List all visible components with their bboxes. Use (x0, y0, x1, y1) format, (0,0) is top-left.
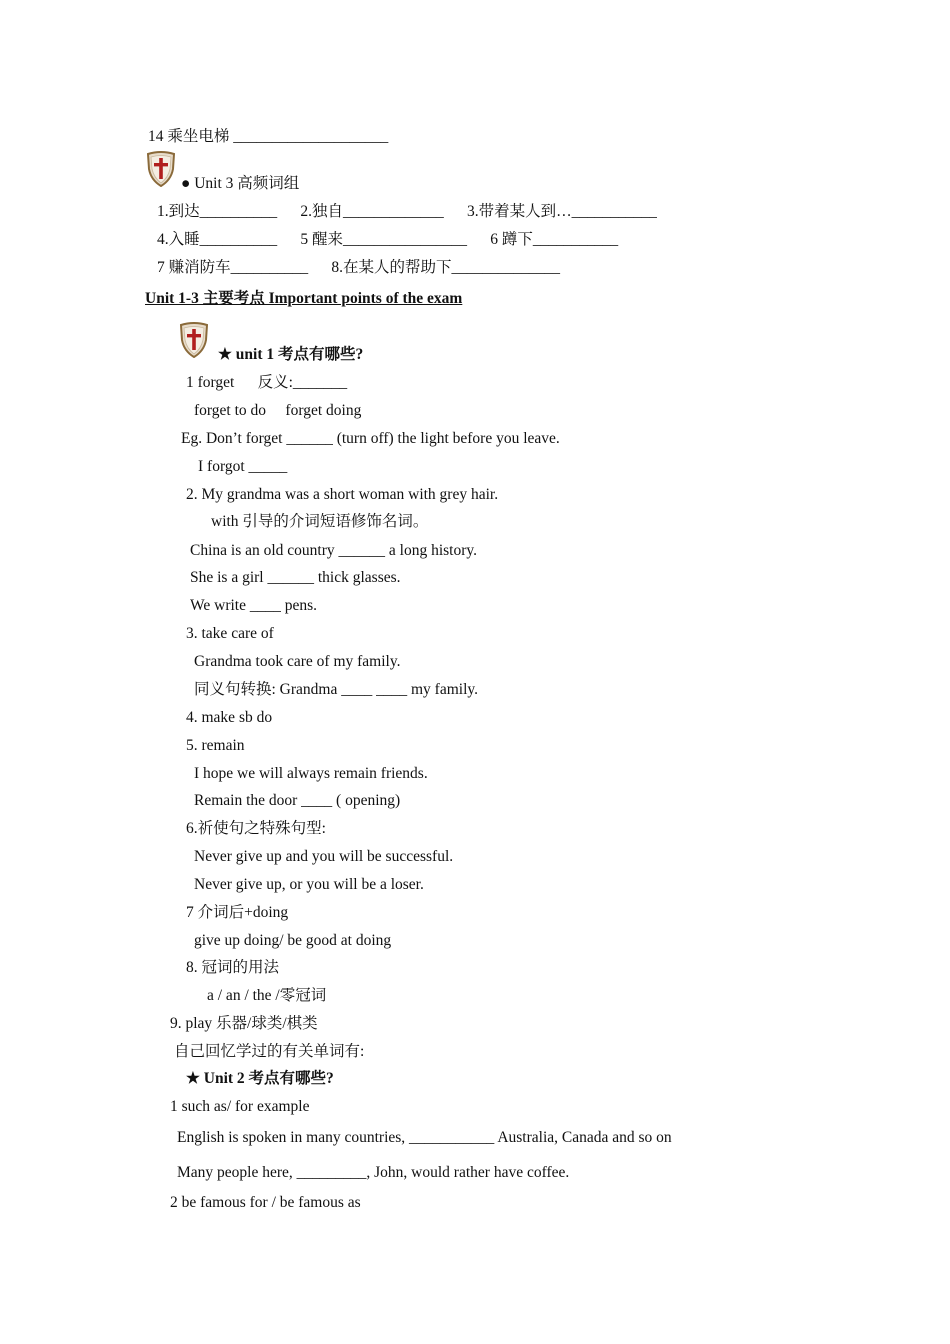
unit1-line: We write ____ pens. (190, 597, 318, 614)
unit1-line: Remain the door ____ ( opening) (194, 792, 401, 809)
unit1-line: 3. take care of (186, 625, 274, 642)
unit2-line: 2 be famous for / be famous as (170, 1194, 361, 1211)
unit1-line: Grandma took care of my family. (194, 653, 401, 670)
unit1-line: with 引导的介词短语修饰名词。 (211, 513, 429, 530)
unit1-line: 自己回忆学过的有关单词有: (174, 1043, 365, 1060)
unit2-heading: ★ Unit 2 考点有哪些? (186, 1070, 334, 1087)
unit2-line: English is spoken in many countries, ___________ Australia, Canada and so on (177, 1129, 672, 1146)
unit1-line: 4. make sb do (186, 709, 273, 726)
unit1-line: forget to do forget doing (194, 402, 362, 419)
unit1-line: 1 forget 反义:_______ (186, 374, 348, 391)
phrase-item-14: 14 乘坐电梯 ____________________ (148, 128, 389, 145)
unit1-line: 8. 冠词的用法 (186, 959, 280, 976)
unit1-line: I forgot _____ (198, 458, 288, 475)
unit1-line: 5. remain (186, 737, 245, 754)
unit1-line: 9. play 乐器/球类/棋类 (170, 1015, 318, 1032)
shield-cross-icon (179, 322, 209, 358)
unit3-heading: ● Unit 3 高频词组 (181, 175, 300, 192)
unit1-line: I hope we will always remain friends. (194, 765, 428, 782)
exam-section-title: Unit 1-3 主要考点 Important points of the exam (145, 290, 463, 307)
unit1-line: 7 介词后+doing (186, 904, 289, 921)
unit1-line: She is a girl ______ thick glasses. (190, 569, 401, 586)
unit1-heading: ★ unit 1 考点有哪些? (218, 346, 364, 363)
unit3-row-2: 4.入睡__________ 5 醒来________________ 6 蹲下___________ (157, 231, 619, 248)
shield-cross-icon (146, 151, 176, 187)
unit3-row-1: 1.到达__________ 2.独自_____________ 3.带着某人到…___________ (157, 203, 657, 220)
unit2-line: 1 such as/ for example (170, 1098, 310, 1115)
unit1-line: China is an old country ______ a long history. (190, 542, 478, 559)
unit1-line: give up doing/ be good at doing (194, 932, 392, 949)
unit1-line: Never give up and you will be successful. (194, 848, 454, 865)
unit1-line: 同义句转换: Grandma ____ ____ my family. (194, 681, 478, 698)
unit1-line: 2. My grandma was a short woman with grey hair. (186, 486, 499, 503)
unit1-line: 6.祈使句之特殊句型: (186, 820, 326, 837)
unit1-line: a / an / the /零冠词 (207, 987, 327, 1004)
unit1-line: Eg. Don’t forget ______ (turn off) the light before you leave. (181, 430, 560, 447)
unit3-row-3: 7 赚消防车__________ 8.在某人的帮助下______________ (157, 259, 561, 276)
unit1-line: Never give up, or you will be a loser. (194, 876, 424, 893)
unit2-line: Many people here, _________, John, would rather have coffee. (177, 1164, 570, 1181)
